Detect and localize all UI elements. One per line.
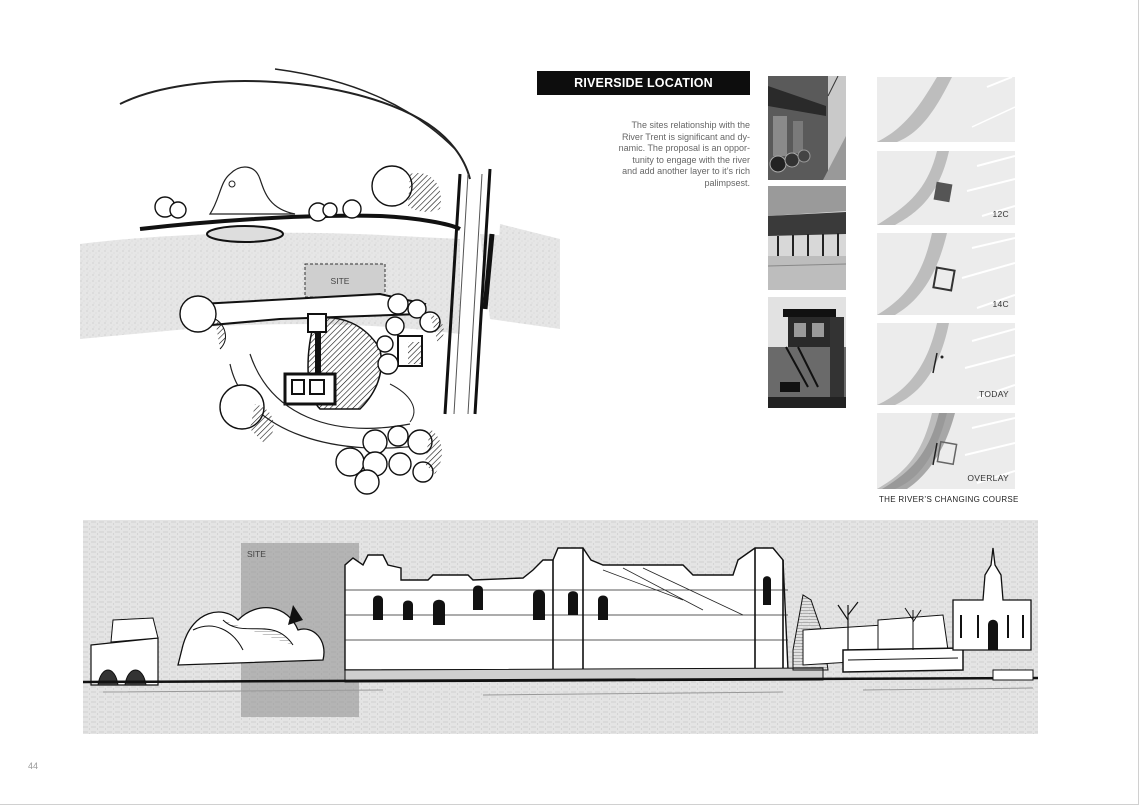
page-number: 44 xyxy=(28,761,39,771)
intro-line: tunity to engage with the river xyxy=(632,154,750,165)
intro-line: and add another layer to it’s rich xyxy=(622,166,750,176)
map-label-overlay: OVERLAY xyxy=(967,473,1009,483)
intro-text xyxy=(590,120,750,189)
map-label-14c: 14C xyxy=(992,299,1009,309)
site-plan-sketch xyxy=(80,64,560,504)
riverside-elevation-sketch xyxy=(83,520,1038,734)
map-thumb-12c xyxy=(877,151,1015,225)
map-thumb-today xyxy=(877,323,1015,405)
map-thumb-river-course xyxy=(877,77,1015,142)
map-label-today: TODAY xyxy=(979,389,1009,399)
maps-caption: THE RIVER’S CHANGING COURSE xyxy=(879,495,1019,504)
map-thumb-14c xyxy=(877,233,1015,315)
map-label-12c: 12C xyxy=(992,209,1009,219)
photo-river-pavilion xyxy=(768,186,846,290)
elevation-site-label: SITE xyxy=(247,549,266,559)
photo-riverside-street xyxy=(768,76,846,180)
intro-line: River Trent is significant and dy- xyxy=(621,131,750,142)
section-heading: RIVERSIDE LOCATION xyxy=(537,71,750,95)
intro-line: palimpsest. xyxy=(704,177,750,188)
photo-watchtower xyxy=(768,297,846,408)
site-plan-site-label: SITE xyxy=(330,276,350,286)
intro-line: namic. The proposal is an oppor- xyxy=(618,143,750,153)
intro-line: The sites relationship with the xyxy=(631,120,750,130)
map-thumb-overlay xyxy=(877,413,1015,489)
